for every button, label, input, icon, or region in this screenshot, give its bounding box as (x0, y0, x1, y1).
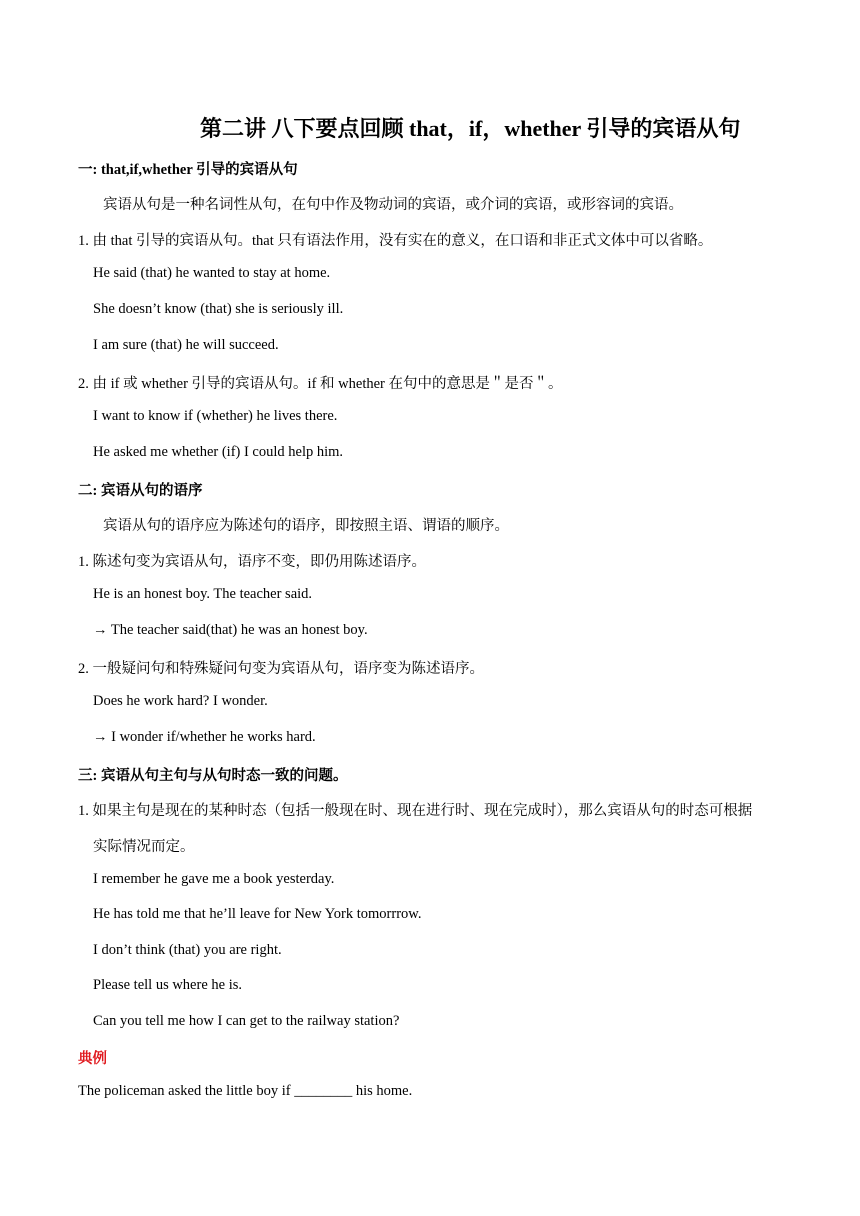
example-sentence: Please tell us where he is. (93, 977, 242, 993)
example-sentence: Does he work hard? I wonder. (93, 693, 268, 709)
page-title: 第二讲 八下要点回顾 that，if，whether 引导的宾语从句 (200, 116, 741, 141)
section-2-point-1: 1. 陈述句变为宾语从句，语序不变，即仍用陈述语序。 (78, 554, 426, 570)
example-sentence: She doesn’t know (that) she is seriously ill. (93, 301, 344, 317)
example-label: 典例 (78, 1051, 107, 1067)
example-sentence: I want to know if (whether) he lives there. (93, 408, 338, 424)
section-2-intro: 宾语从句的语序应为陈述句的语序，即按照主语、谓语的顺序。 (103, 518, 509, 534)
section-1-intro: 宾语从句是一种名词性从句，在句中作及物动词的宾语，或介词的宾语，或形容词的宾语。 (103, 197, 683, 213)
section-1-point-1: 1. 由 that 引导的宾语从句。that 只有语法作用，没有实在的意义，在口语和非正式文体中可以省略。 (78, 233, 713, 249)
example-sentence: He has told me that he’ll leave for New York tomorrrow. (93, 906, 422, 922)
section-3-heading: 三: 宾语从句主句与从句时态一致的问题。 (78, 768, 348, 784)
example-sentence: He said (that) he wanted to stay at home. (93, 265, 331, 281)
example-sentence: → The teacher said(that) he was an honest boy. (93, 622, 368, 638)
example-sentence: I am sure (that) he will succeed. (93, 337, 279, 353)
example-sentence: Can you tell me how I can get to the railway station? (93, 1013, 400, 1029)
exercise-question: The policeman asked the little boy if ________ his home. (78, 1083, 413, 1099)
section-1-point-2: 2. 由 if 或 whether 引导的宾语从句。if 和 whether 在句中的意思是＂是否＂。 (78, 376, 563, 392)
example-sentence: He asked me whether (if) I could help him. (93, 444, 344, 460)
example-sentence: I don’t think (that) you are right. (93, 942, 282, 958)
example-sentence: → I wonder if/whether he works hard. (93, 729, 316, 745)
example-sentence: He is an honest boy. The teacher said. (93, 586, 313, 602)
section-2-heading: 二: 宾语从句的语序 (78, 483, 203, 499)
section-2-point-2: 2. 一般疑问句和特殊疑问句变为宾语从句，语序变为陈述语序。 (78, 661, 484, 677)
section-3-point-1-line-1: 1. 如果主句是现在的某种时态（包括一般现在时、现在进行时、现在完成时），那么宾语从句的时态可根据 (78, 803, 753, 819)
example-sentence: I remember he gave me a book yesterday. (93, 871, 335, 887)
section-3-point-1-line-2: 实际情况而定。 (93, 839, 195, 855)
section-1-heading: 一: that,if,whether 引导的宾语从句 (78, 162, 298, 178)
